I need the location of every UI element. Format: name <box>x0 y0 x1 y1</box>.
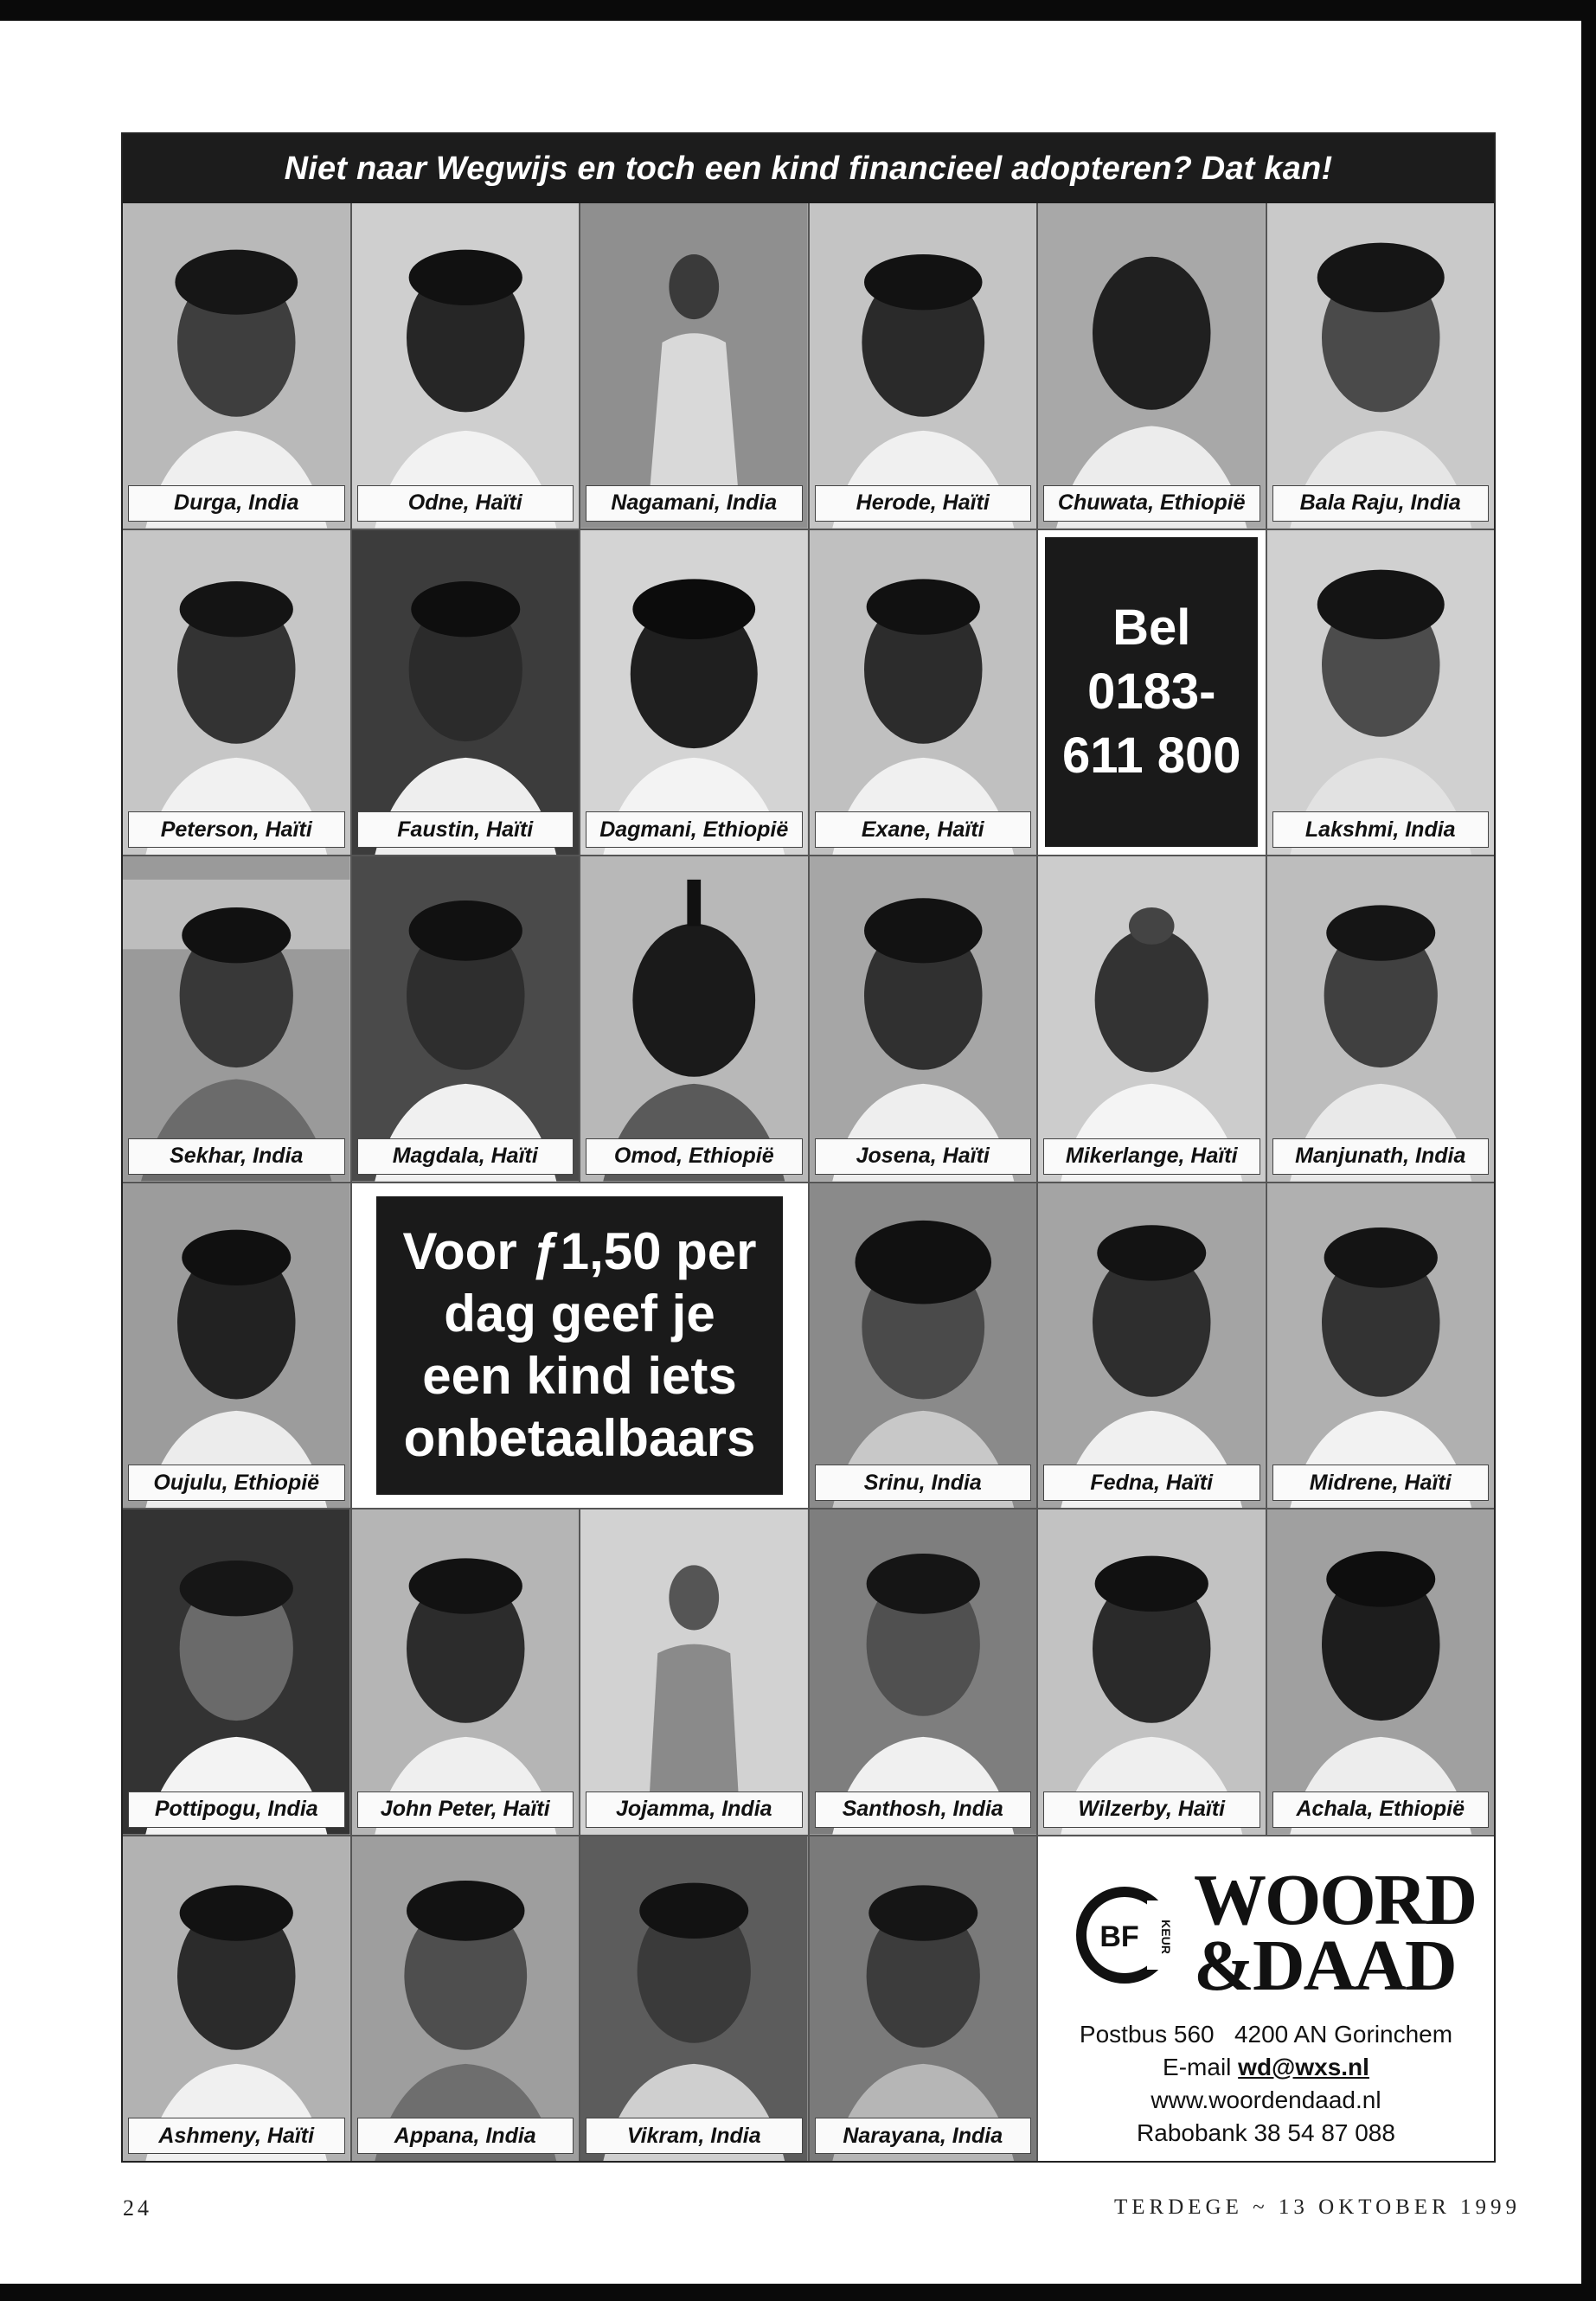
child-photo-card <box>1267 203 1495 529</box>
contact-details <box>1038 2018 1494 2150</box>
organisation-contact-block <box>1038 1836 1494 2162</box>
child-name-label: Lakshmi, India <box>1272 811 1490 848</box>
child-photo-card <box>580 1509 808 1835</box>
child-name-label: Narayana, India <box>815 2118 1032 2154</box>
phone-number-line: 0183- <box>1087 663 1216 721</box>
child-photo-card <box>123 1836 350 2162</box>
child-portrait-image <box>810 530 1037 856</box>
child-portrait-image <box>123 1509 350 1835</box>
child-name-label: Achala, Ethiopië <box>1272 1791 1490 1828</box>
publication-date: TERDEGE ~ 13 OKTOBER 1999 <box>1114 2195 1521 2219</box>
child-portrait-image <box>352 203 580 529</box>
child-photo-card <box>352 530 580 856</box>
phone-number-line: 611 800 <box>1062 727 1241 785</box>
child-photo-card <box>810 203 1037 529</box>
price-message-line: een kind iets <box>422 1347 737 1406</box>
child-photo-card <box>810 530 1037 856</box>
child-name-label: Santhosh, India <box>815 1791 1032 1828</box>
child-portrait-image <box>123 1836 350 2162</box>
postbus: Postbus 560 <box>1079 2020 1215 2048</box>
child-name-label: Midrene, Haïti <box>1272 1465 1490 1501</box>
price-message-line: onbetaalbaars <box>403 1409 756 1468</box>
child-photo-card <box>123 1183 350 1509</box>
right-border <box>1581 0 1596 2301</box>
child-photo-card <box>1038 856 1266 1182</box>
child-portrait-image <box>352 1509 580 1835</box>
bottom-border <box>0 2284 1596 2301</box>
postal-address <box>1038 2018 1494 2051</box>
child-name-label: Manjunath, India <box>1272 1138 1490 1175</box>
cbf-keur-seal-icon <box>1073 1883 1176 1987</box>
child-portrait-image <box>580 203 808 529</box>
child-name-label: Omod, Ethiopië <box>586 1138 803 1175</box>
logo-word-daad <box>1194 1925 1462 2006</box>
child-photo-card <box>123 1509 350 1835</box>
child-name-label: Oujulu, Ethiopië <box>128 1465 345 1501</box>
price-message-card <box>352 1183 808 1509</box>
child-photo-card <box>1267 1183 1495 1509</box>
child-portrait-image <box>810 856 1037 1182</box>
child-photo-grid <box>123 203 1494 2161</box>
phone-callout-box <box>1045 537 1258 847</box>
svg-text:KEUR: KEUR <box>1159 1919 1173 1954</box>
woord-en-daad-logo <box>1194 1859 1476 2006</box>
child-photo-card <box>1038 1183 1266 1509</box>
page-number: 24 <box>123 2195 152 2221</box>
child-portrait-image <box>352 1836 580 2162</box>
bank-account: Rabobank 38 54 87 088 <box>1137 2118 1395 2146</box>
child-photo-card <box>352 203 580 529</box>
child-photo-card <box>352 856 580 1182</box>
child-name-label: Josena, Haïti <box>815 1138 1032 1175</box>
child-photo-card <box>810 1509 1037 1835</box>
child-portrait-image <box>123 1183 350 1509</box>
child-photo-card <box>1267 1509 1495 1835</box>
child-portrait-image <box>580 1836 808 2162</box>
child-portrait-image <box>352 530 580 856</box>
child-name-label: Nagamani, India <box>586 485 803 522</box>
child-photo-card <box>123 856 350 1182</box>
child-portrait-image <box>1267 1509 1495 1835</box>
logo-ampersand: & <box>1194 1925 1253 2006</box>
child-name-label: Srinu, India <box>815 1465 1032 1501</box>
child-photo-card <box>1038 1509 1266 1835</box>
child-name-label: Dagmani, Ethiopië <box>586 811 803 848</box>
phone-callout-line: Bel <box>1112 599 1191 657</box>
ad-headline: Niet naar Wegwijs en toch een kind financieel adopteren? Dat kan! <box>123 134 1494 203</box>
email-line <box>1038 2051 1494 2084</box>
child-portrait-image <box>123 203 350 529</box>
price-message-line: Voor ƒ1,50 per <box>402 1222 757 1281</box>
email-link[interactable]: wd@wxs.nl <box>1238 2053 1369 2080</box>
child-photo-card <box>1267 856 1495 1182</box>
logo-word-woord: WOORD <box>1194 1859 1476 1940</box>
child-portrait-image <box>1038 203 1266 529</box>
sponsorship-advertisement <box>121 132 1496 2163</box>
website-text: www.woordendaad.nl <box>1151 2086 1381 2113</box>
child-portrait-image <box>580 856 808 1182</box>
child-portrait-image <box>1038 1509 1266 1835</box>
child-name-label: John Peter, Haïti <box>357 1791 574 1828</box>
top-border <box>0 0 1596 21</box>
child-name-label: Bala Raju, India <box>1272 485 1490 522</box>
child-name-label: Peterson, Haïti <box>128 811 345 848</box>
child-name-label: Sekhar, India <box>128 1138 345 1175</box>
child-portrait-image <box>123 856 350 1182</box>
child-name-label: Mikerlange, Haïti <box>1043 1138 1260 1175</box>
child-portrait-image <box>810 1509 1037 1835</box>
child-portrait-image <box>1267 856 1495 1182</box>
child-name-label: Odne, Haïti <box>357 485 574 522</box>
child-portrait-image <box>810 1836 1037 2162</box>
logo-word-daad-text: DAAD <box>1252 1925 1456 2006</box>
child-name-label: Appana, India <box>357 2118 574 2154</box>
email-label: E-mail <box>1163 2053 1232 2080</box>
child-name-label: Fedna, Haïti <box>1043 1465 1260 1501</box>
child-photo-card <box>810 856 1037 1182</box>
price-message-line: dag geef je <box>444 1285 715 1343</box>
child-portrait-image <box>1038 856 1266 1182</box>
child-photo-card <box>810 1183 1037 1509</box>
child-name-label: Exane, Haïti <box>815 811 1032 848</box>
child-name-label: Herode, Haïti <box>815 485 1032 522</box>
phone-callout-card <box>1038 530 1266 856</box>
child-name-label: Jojamma, India <box>586 1791 803 1828</box>
price-message-box <box>376 1196 783 1495</box>
child-name-label: Faustin, Haïti <box>357 811 574 848</box>
child-photo-card <box>810 1836 1037 2162</box>
child-name-label: Ashmeny, Haïti <box>128 2118 345 2154</box>
child-portrait-image <box>810 1183 1037 1509</box>
child-photo-card <box>123 203 350 529</box>
postal-code-city: 4200 AN Gorinchem <box>1234 2020 1453 2048</box>
child-photo-card <box>580 530 808 856</box>
child-name-label: Chuwata, Ethiopië <box>1043 485 1260 522</box>
child-photo-card <box>352 1509 580 1835</box>
child-portrait-image <box>1038 1183 1266 1509</box>
child-photo-card <box>580 1836 808 2162</box>
child-photo-card <box>580 203 808 529</box>
child-photo-card <box>123 530 350 856</box>
child-portrait-image <box>580 1509 808 1835</box>
child-portrait-image <box>1267 530 1495 856</box>
child-portrait-image <box>123 530 350 856</box>
child-photo-card <box>1267 530 1495 856</box>
child-portrait-image <box>1267 1183 1495 1509</box>
child-portrait-image <box>352 856 580 1182</box>
child-portrait-image <box>1267 203 1495 529</box>
child-name-label: Wilzerby, Haïti <box>1043 1791 1260 1828</box>
child-portrait-image <box>580 530 808 856</box>
svg-text:BF: BF <box>1099 1920 1139 1953</box>
child-portrait-image <box>810 203 1037 529</box>
child-photo-card <box>580 856 808 1182</box>
child-photo-card <box>352 1836 580 2162</box>
child-name-label: Magdala, Haïti <box>357 1138 574 1175</box>
child-name-label: Vikram, India <box>586 2118 803 2154</box>
child-name-label: Pottipogu, India <box>128 1791 345 1828</box>
child-name-label: Durga, India <box>128 485 345 522</box>
child-photo-card <box>1038 203 1266 529</box>
